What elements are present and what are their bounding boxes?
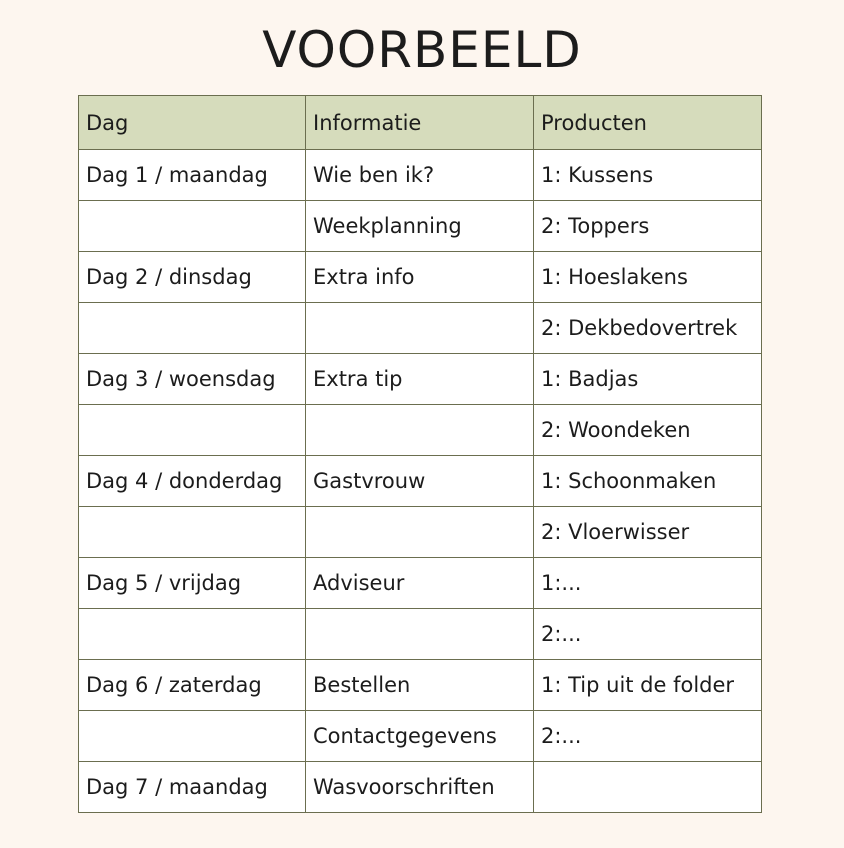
cell-producten: 2: Woondeken [534, 405, 762, 456]
page-title: VOORBEELD [262, 21, 582, 79]
cell-dag [79, 507, 306, 558]
cell-informatie [306, 507, 534, 558]
cell-dag [79, 201, 306, 252]
cell-informatie: Wasvoorschriften [306, 762, 534, 813]
cell-informatie: Weekplanning [306, 201, 534, 252]
cell-informatie [306, 405, 534, 456]
table-row [79, 252, 762, 303]
cell-producten: 2: Dekbedovertrek [534, 303, 762, 354]
table-row [79, 609, 762, 660]
schedule-table [78, 95, 762, 813]
table-row [79, 150, 762, 201]
cell-producten [534, 762, 762, 813]
table-row [79, 507, 762, 558]
cell-producten: 2:... [534, 711, 762, 762]
cell-informatie: Contactgegevens [306, 711, 534, 762]
table-row [79, 660, 762, 711]
cell-producten: 1: Badjas [534, 354, 762, 405]
cell-dag: Dag 4 / donderdag [79, 456, 306, 507]
cell-dag: Dag 7 / maandag [79, 762, 306, 813]
header-dag: Dag [79, 96, 306, 150]
cell-informatie [306, 303, 534, 354]
cell-dag: Dag 6 / zaterdag [79, 660, 306, 711]
table-row [79, 456, 762, 507]
cell-informatie: Extra tip [306, 354, 534, 405]
cell-dag [79, 609, 306, 660]
cell-producten: 2: Vloerwisser [534, 507, 762, 558]
table-row [79, 558, 762, 609]
cell-informatie: Adviseur [306, 558, 534, 609]
cell-dag [79, 711, 306, 762]
cell-informatie: Bestellen [306, 660, 534, 711]
table-row [79, 201, 762, 252]
cell-informatie: Gastvrouw [306, 456, 534, 507]
table-row [79, 711, 762, 762]
cell-producten: 1:... [534, 558, 762, 609]
header-producten: Producten [534, 96, 762, 150]
cell-dag [79, 405, 306, 456]
cell-producten: 1: Tip uit de folder [534, 660, 762, 711]
header-informatie: Informatie [306, 96, 534, 150]
header-row [79, 96, 762, 150]
cell-informatie: Extra info [306, 252, 534, 303]
cell-producten: 2: Toppers [534, 201, 762, 252]
table-header [79, 96, 762, 150]
table-row [79, 405, 762, 456]
cell-producten: 2:... [534, 609, 762, 660]
cell-informatie [306, 609, 534, 660]
table-row [79, 354, 762, 405]
cell-dag [79, 303, 306, 354]
cell-informatie: Wie ben ik? [306, 150, 534, 201]
cell-producten: 1: Kussens [534, 150, 762, 201]
cell-producten: 1: Schoonmaken [534, 456, 762, 507]
cell-dag: Dag 3 / woensdag [79, 354, 306, 405]
table-row [79, 303, 762, 354]
table-row [79, 762, 762, 813]
cell-dag: Dag 5 / vrijdag [79, 558, 306, 609]
table-body [79, 150, 762, 813]
cell-dag: Dag 1 / maandag [79, 150, 306, 201]
cell-dag: Dag 2 / dinsdag [79, 252, 306, 303]
cell-producten: 1: Hoeslakens [534, 252, 762, 303]
